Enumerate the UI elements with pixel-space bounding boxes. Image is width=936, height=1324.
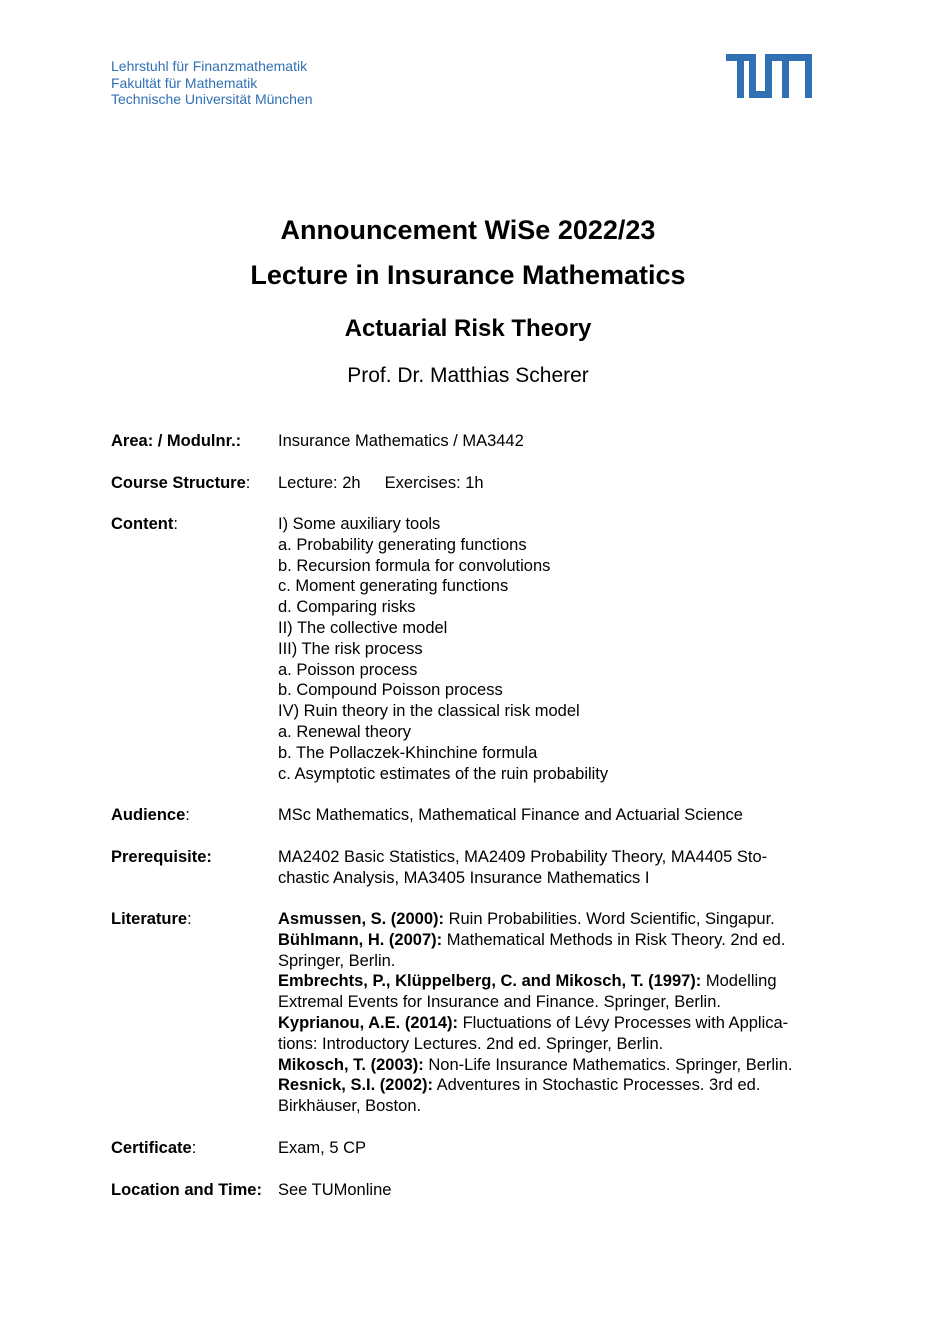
chair-info bbox=[111, 58, 313, 108]
literature-line: Embrechts, P., Klüppelberg, C. and Mikosch, T. (1997): Modelling bbox=[278, 972, 777, 991]
content-item: b. Compound Poisson process bbox=[278, 681, 503, 700]
content-item: a. Poisson process bbox=[278, 660, 418, 679]
literature-label: Literature: bbox=[111, 910, 192, 928]
tum-logo bbox=[726, 54, 812, 98]
faculty-line: Fakultät für Mathematik bbox=[111, 74, 258, 91]
university-line: Technische Universität München bbox=[111, 91, 313, 107]
content-item: I) Some auxiliary tools bbox=[278, 515, 441, 533]
structure-label: Course Structure: bbox=[111, 474, 251, 492]
content-list bbox=[278, 514, 838, 784]
literature-line: Birkhäuser, Boston. bbox=[278, 1097, 422, 1116]
location-label: Location and Time: bbox=[111, 1181, 262, 1199]
literature-list bbox=[278, 909, 838, 1117]
audience-label: Audience: bbox=[111, 806, 190, 824]
literature-line: tions: Introductory Lectures. 2nd ed. Springer, Berlin. bbox=[278, 1034, 664, 1053]
content-item: a. Renewal theory bbox=[278, 722, 411, 741]
literature-line: Mikosch, T. (2003): Non-Life Insurance Mathematics. Springer, Berlin. bbox=[278, 1055, 793, 1074]
literature-line: Asmussen, S. (2000): Ruin Probabilities. Word Scientific, Singapur. bbox=[278, 910, 775, 928]
prerequisite-value bbox=[278, 847, 838, 889]
content-item: II) The collective model bbox=[278, 618, 448, 637]
course-subtitle: Actuarial Risk Theory bbox=[344, 315, 592, 342]
prerequisite-line: MA2402 Basic Statistics, MA2409 Probability Theory, MA4405 Sto- bbox=[278, 848, 768, 866]
lecture-hours: Lecture: 2h bbox=[278, 474, 361, 492]
literature-line: Springer, Berlin. bbox=[278, 951, 396, 970]
content-item: d. Comparing risks bbox=[278, 598, 416, 617]
structure-value bbox=[278, 473, 838, 494]
content-item: a. Probability generating functions bbox=[278, 535, 527, 554]
content-item: c. Moment generating functions bbox=[278, 577, 509, 596]
chair-line: Lehrstuhl für Finanzmathematik bbox=[111, 58, 308, 74]
prerequisite-label: Prerequisite: bbox=[111, 848, 212, 866]
location-value: See TUMonline bbox=[278, 1181, 392, 1199]
lecturer-name: Prof. Dr. Matthias Scherer bbox=[347, 364, 589, 387]
content-item: c. Asymptotic estimates of the ruin probability bbox=[278, 764, 609, 783]
content-item: b. The Pollaczek-Khinchine formula bbox=[278, 743, 538, 762]
content-item: III) The risk process bbox=[278, 639, 423, 658]
certificate-label: Certificate: bbox=[111, 1139, 197, 1157]
announcement-title: Announcement WiSe 2022/23 bbox=[280, 215, 656, 245]
area-label: Area: / Modulnr.: bbox=[111, 432, 242, 450]
exercise-hours: Exercises: 1h bbox=[384, 474, 484, 492]
content-item: IV) Ruin theory in the classical risk model bbox=[278, 702, 580, 721]
content-item: b. Recursion formula for convolutions bbox=[278, 556, 551, 575]
literature-line: Resnick, S.I. (2002): Adventures in Stochastic Processes. 3rd ed. bbox=[278, 1076, 761, 1095]
certificate-value: Exam, 5 CP bbox=[278, 1139, 367, 1157]
literature-line: Bühlmann, H. (2007): Mathematical Methods in Risk Theory. 2nd ed. bbox=[278, 930, 786, 949]
lecture-title: Lecture in Insurance Mathematics bbox=[250, 260, 686, 290]
prerequisite-line: chastic Analysis, MA3405 Insurance Mathematics I bbox=[278, 868, 650, 887]
area-value: Insurance Mathematics / MA3442 bbox=[278, 432, 524, 450]
audience-value: MSc Mathematics, Mathematical Finance and Actuarial Science bbox=[278, 806, 743, 824]
literature-line: Kyprianou, A.E. (2014): Fluctuations of Lévy Processes with Applica- bbox=[278, 1013, 789, 1032]
content-label: Content: bbox=[111, 515, 178, 533]
literature-line: Extremal Events for Insurance and Finance. Springer, Berlin. bbox=[278, 993, 721, 1012]
